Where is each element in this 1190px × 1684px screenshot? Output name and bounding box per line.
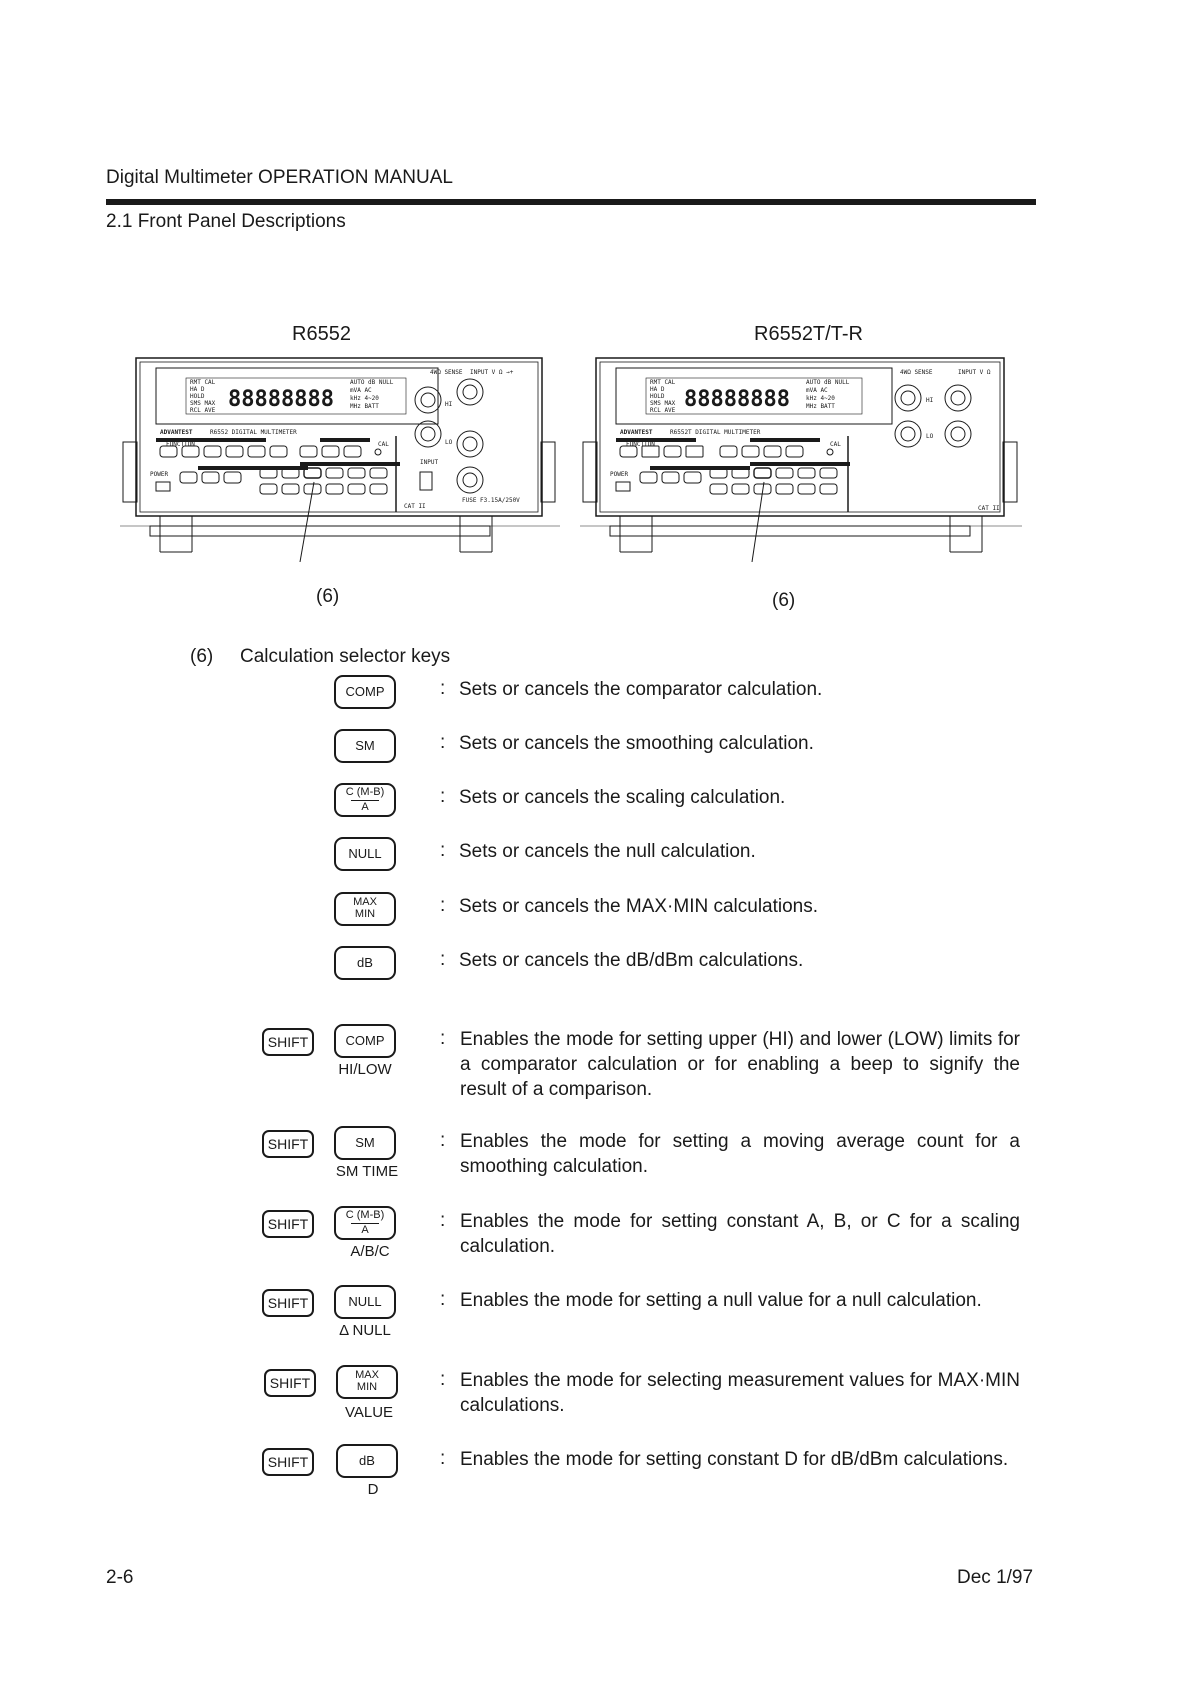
shift-key [262,1448,314,1476]
svg-text:HOLD: HOLD [190,393,205,400]
colon: : [440,1028,446,1049]
max-min-key [336,1365,398,1399]
key-description: Enables the mode for setting a moving average count for a smoothing calculation. [460,1131,1020,1177]
key-label: SHIFT [267,1453,309,1470]
shift-key [262,1130,314,1158]
svg-text:CAT II: CAT II [404,503,426,510]
svg-text:INPUT: INPUT [420,459,439,466]
key-label-bottom: MIN [354,908,376,920]
display-digits: 88888888 [684,387,790,412]
key-description: Sets or cancels the scaling calculation. [459,787,786,808]
input-terminals [415,379,483,493]
svg-text:FUNCTION: FUNCTION [626,441,655,448]
max-min-key [334,892,396,926]
svg-text:mVA AC: mVA AC [806,387,828,394]
colon: : [440,786,446,807]
colon: : [440,678,446,699]
manual-title: Digital Multimeter OPERATION MANUAL [106,167,453,188]
range-keys [640,472,701,483]
revision-date: Dec 1/97 [957,1567,1034,1588]
svg-text:SMS MAX: SMS MAX [190,400,216,407]
svg-text:4WΩ SENSE: 4WΩ SENSE [430,369,463,376]
key-description: Sets or cancels the comparator calculation. [459,679,823,700]
model-label-left: R6552 [292,323,351,345]
key-label-stack [346,1210,385,1236]
key-label: dB [357,955,373,971]
model-label-right: R6552T/T-R [754,323,863,345]
null-key [334,837,396,871]
section-heading: 2.1 Front Panel Descriptions [106,211,346,232]
item-number: (6) [190,646,214,667]
colon: : [440,1369,446,1390]
shift-key [262,1289,314,1317]
range-keys [180,472,241,483]
svg-text:RCL AVE: RCL AVE [190,407,216,414]
header-rule [106,199,1036,205]
key-label: SHIFT [267,1033,309,1050]
db-key [334,946,396,980]
key-description: Enables the mode for setting constant A, B, or C for a scaling calculation. [460,1211,1020,1257]
key-label-bottom: A [361,1223,369,1236]
key-label: NULL [348,846,382,862]
key-description: Sets or cancels the MAX·MIN calculations. [459,896,819,917]
key-label-stack [346,787,385,813]
shift-key [262,1210,314,1238]
key-description: Sets or cancels the smoothing calculation. [459,733,814,754]
shifted-function-label: VALUE [344,1404,394,1421]
shifted-function-label: Δ NULL [339,1322,391,1339]
db-key [336,1444,398,1478]
key-label-top: C (M-B) [345,785,385,798]
key-label-top: MAX [353,896,377,909]
brand-logo: ADVANTEST [620,429,653,436]
shifted-function-label: HI/LOW [338,1061,392,1078]
svg-text:AUTO dB NULL: AUTO dB NULL [350,379,394,386]
key-label-bottom: A [361,800,369,813]
key-description: Enables the mode for setting a null value for a null calculation. [460,1290,982,1311]
display-digits: 88888888 [228,387,334,412]
key-label: NULL [348,1294,382,1310]
sm-key [334,1126,396,1160]
svg-text:HI: HI [445,401,453,408]
null-key [334,1285,396,1319]
callout-label-right: (6) [772,590,796,611]
svg-text:RMT CAL: RMT CAL [190,379,216,386]
key-description: Enables the mode for setting constant D for dB/dBm calculations. [460,1449,1009,1470]
svg-text:POWER: POWER [610,471,629,478]
key-label: dB [359,1453,375,1469]
svg-text:RMT CAL: RMT CAL [650,379,676,386]
key-label-stack [355,1370,379,1393]
key-label: COMP [345,684,385,700]
key-label: SHIFT [267,1135,309,1152]
front-panel-drawing-r6552t [580,352,1022,562]
colon: : [440,1289,446,1310]
shifted-function-label: A/B/C [350,1243,390,1260]
colon: : [440,895,446,916]
svg-text:CAL: CAL [378,441,389,448]
colon: : [440,732,446,753]
svg-text:MHz BATT: MHz BATT [806,403,835,410]
svg-text:CAT II: CAT II [978,505,1000,512]
svg-text:LO: LO [926,433,934,440]
sm-key [334,729,396,763]
svg-text:HI: HI [926,397,934,404]
colon: : [440,949,446,970]
key-label-top: MAX [355,1369,379,1382]
shifted-function-label: SM TIME [335,1163,399,1180]
svg-text:HA D: HA D [650,386,665,393]
colon: : [440,840,446,861]
colon: : [440,1210,446,1231]
svg-text:INPUT V Ω: INPUT V Ω [958,369,991,376]
brand-logo: ADVANTEST [160,429,193,436]
compute-keys [710,468,837,494]
svg-text:kHz 4~20: kHz 4~20 [806,395,835,402]
svg-text:CAL: CAL [830,441,841,448]
front-panel-illustration [580,352,1022,562]
colon: : [440,1130,446,1151]
key-label-bottom: MIN [356,1381,378,1393]
key-label: SHIFT [267,1215,309,1232]
key-label: SM [355,1135,375,1151]
svg-text:HOLD: HOLD [650,393,665,400]
item-title: Calculation selector keys [240,646,451,667]
svg-text:FUNCTION: FUNCTION [166,441,195,448]
key-description: Enables the mode for selecting measurement values for MAX·MIN calculations. [460,1370,1020,1416]
front-panel-drawing-r6552 [120,352,560,562]
panel-model-text: R6552 DIGITAL MULTIMETER [210,429,297,436]
key-label: COMP [345,1033,385,1049]
key-label: SHIFT [269,1374,311,1391]
svg-text:POWER: POWER [150,471,169,478]
key-label: SM [355,738,375,754]
comp-key [334,1024,396,1058]
compute-keys [260,468,387,494]
svg-text:mVA AC: mVA AC [350,387,372,394]
key-description: Sets or cancels the dB/dBm calculations. [459,950,804,971]
scaling-key [334,1206,396,1240]
comp-key [334,675,396,709]
panel-model-text: R6552T DIGITAL MULTIMETER [670,429,761,436]
svg-text:kHz 4~20: kHz 4~20 [350,395,379,402]
svg-text:MHz BATT: MHz BATT [350,403,379,410]
svg-text:HA D: HA D [190,386,205,393]
key-label-stack [353,897,377,920]
shift-key [262,1028,314,1056]
svg-text:RCL AVE: RCL AVE [650,407,676,414]
svg-text:LO: LO [445,439,453,446]
key-label-top: C (M-B) [345,1208,385,1221]
svg-text:AUTO dB NULL: AUTO dB NULL [806,379,850,386]
svg-text:INPUT V Ω →+: INPUT V Ω →+ [470,369,514,376]
key-description: Enables the mode for setting upper (HI) and lower (LOW) limits for a comparator calculation or for enabling a beep to signify the result of a comparison. [460,1029,1020,1100]
page-number: 2-6 [106,1567,134,1588]
callout-label-left: (6) [316,586,340,607]
key-label: SHIFT [267,1294,309,1311]
svg-text:4WΩ SENSE: 4WΩ SENSE [900,369,933,376]
svg-text:SMS MAX: SMS MAX [650,400,676,407]
scaling-key [334,783,396,817]
shifted-function-label: D [367,1481,379,1498]
front-panel-illustration [120,352,560,562]
svg-text:FUSE F3.15A/250V: FUSE F3.15A/250V [462,497,520,504]
shift-key [264,1369,316,1397]
key-description: Sets or cancels the null calculation. [459,841,756,862]
colon: : [440,1448,446,1469]
